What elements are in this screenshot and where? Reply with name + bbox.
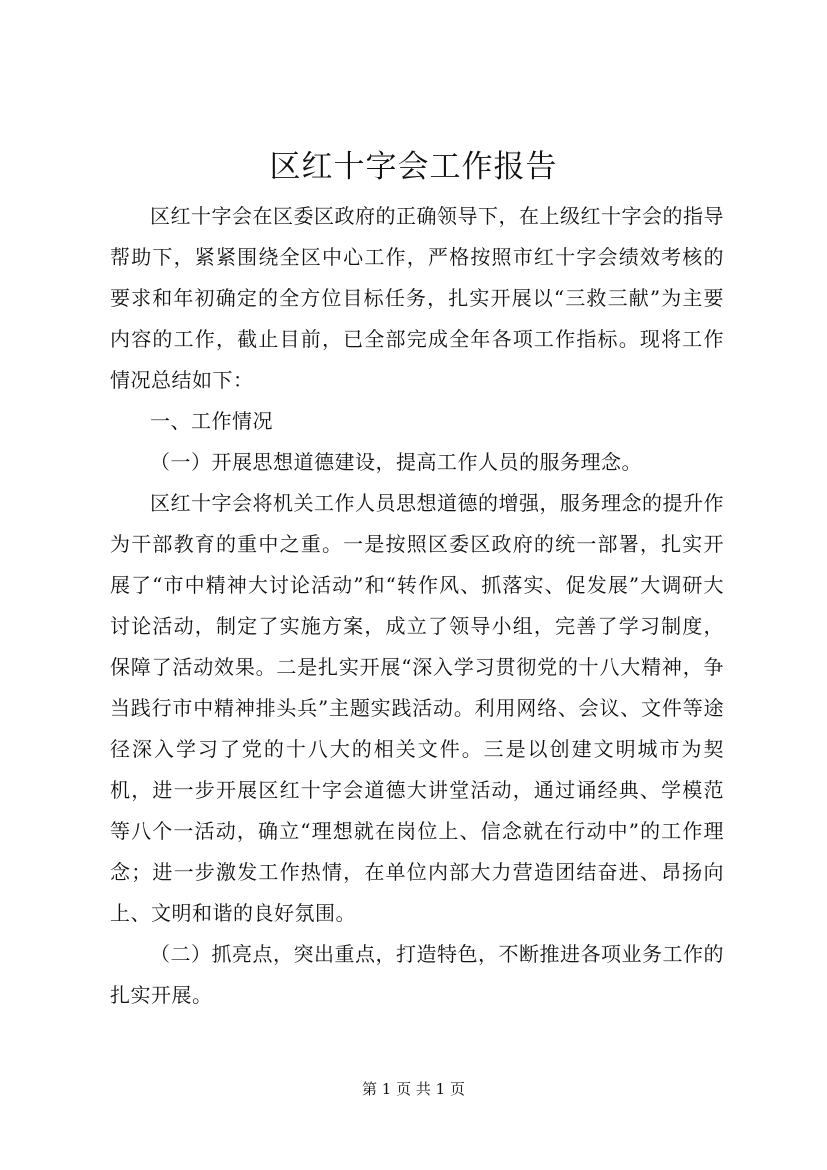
subsection-heading-1: （一）开展思想道德建设，提高工作人员的服务理念。 <box>150 450 642 474</box>
page-footer: 第 1 页 共 1 页 <box>362 1080 465 1098</box>
section-heading-work-status: 一、工作情况 <box>150 409 273 433</box>
subsection-1-paragraph: 区红十字会将机关工作人员思想道德的增强，服务理念的提升作为干部教育的重中之重。一是按照区委区政府的统一部署，扎实开展了“市中精神大讨论活动”和“转作风、抓落实、促发展”大调研大讨论活动，制定了实施方案，成立了领导小组，完善了学习制度，保障了活动效果。二是扎实开展“深入学习贯彻党的十八大精神，争当践行市中精神排头兵”主题实践活动。利用网络、会议、文件等途径深入学习了党的十八大的相关文件。三是以创建文明城市为契机，进一步开展区红十字会道德大讲堂活动，通过诵经典、学模范等八个一活动，确立“理想就在岗位上、信念就在行动中”的工作理念；进一步激发工作热情，在单位内部大力营造团结奋进、昂扬向上、文明和谐的良好氛围。 <box>110 491 724 925</box>
document-body <box>110 196 724 1016</box>
subsection-heading-2: （二）抓亮点，突出重点，打造特色，不断推进各项业务工作的扎实开展。 <box>110 942 724 1007</box>
intro-paragraph: 区红十字会在区委区政府的正确领导下，在上级红十字会的指导帮助下，紧紧围绕全区中心工作，严格按照市红十字会绩效考核的要求和年初确定的全方位目标任务，扎实开展以“三救三献”为主要内容的工作，截止目前，已全部完成全年各项工作指标。现将工作情况总结如下： <box>110 204 724 392</box>
document-title: 区红十字会工作报告 <box>269 149 558 185</box>
